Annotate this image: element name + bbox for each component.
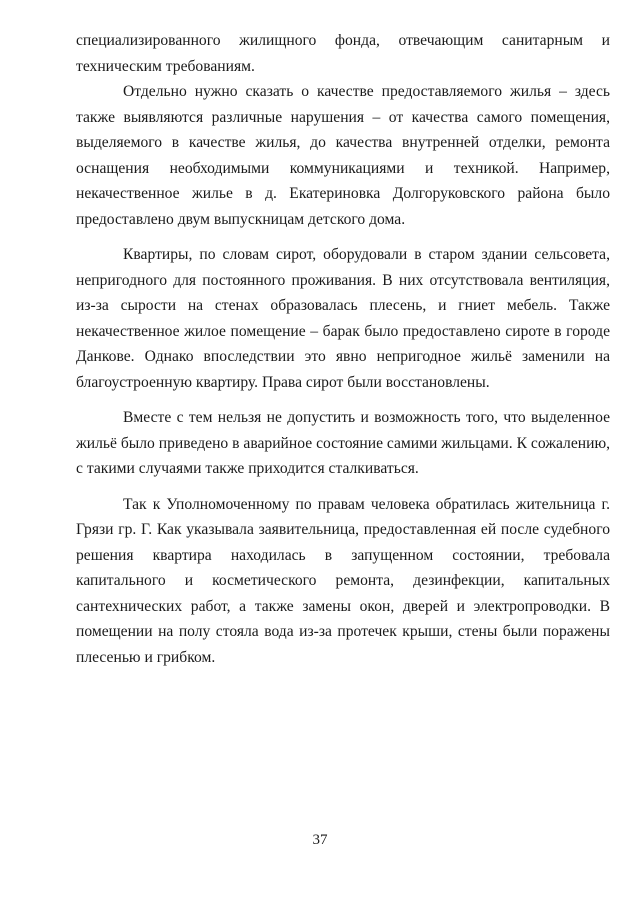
- document-body: [76, 28, 610, 670]
- paragraph-4: Вместе с тем нельзя не допустить и возможность того, что выделенное жильё было приведено в аварийное состояние самими жильцами. К сожалению, с такими случаями также приходится сталкиваться.: [76, 409, 610, 477]
- paragraph-3: Квартиры, по словам сирот, оборудовали в старом здании сельсовета, непригодного для постоянного проживания. В них отсутствовала вентиляция, из-за сырости на стенах образовалась плесень, и гниет мебель. Также некачественное жилое помещение – барак было предоставлено сироте в городе Данкове. Однако впоследствии это явно непригодное жильё заменили на благоустроенную квартиру. Права сирот были восстановлены.: [76, 246, 610, 391]
- paragraph-5: Так к Уполномоченному по правам человека обратилась жительница г. Грязи гр. Г. Как указывала заявительница, предоставленная ей после судебного решения квартира находилась в запущенном состоянии, требовала капитального и косметического ремонта, дезинфекции, капитальных сантехнических работ, а также замены окон, дверей и электропроводки. В помещении на полу стояла вода из-за протечек крыши, стены были поражены плесенью и грибком.: [76, 495, 610, 666]
- paragraph-2: Отдельно нужно сказать о качестве предоставляемого жилья – здесь также выявляются различные нарушения – от качества самого помещения, выделяемого в качестве жилья, до качества внутренней отделки, ремонта оснащения необходимыми коммуникациями и техникой. Например, некачественное жилье в д. Екатериновка Долгоруковского района было предоставлено двум выпускницам детского дома.: [76, 83, 610, 228]
- page-number: 37: [312, 832, 328, 848]
- paragraph-1: специализированного жилищного фонда, отвечающим санитарным и техническим требованиям.: [76, 32, 610, 75]
